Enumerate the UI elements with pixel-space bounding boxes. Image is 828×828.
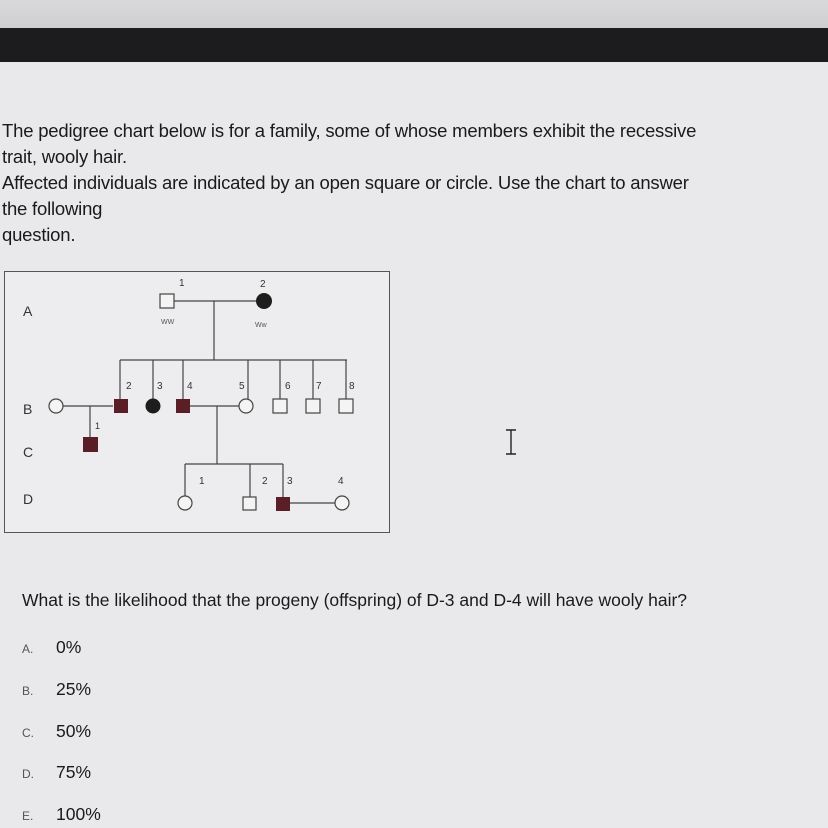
gen-label-a: A: [23, 303, 33, 319]
intro-line-4: the following: [2, 198, 103, 219]
question-intro: [2, 118, 828, 248]
question-text: What is the likelihood that the progeny (offspring) of D-3 and D-4 will have wooly hair?: [22, 590, 688, 610]
choice-b-letter: B.: [22, 684, 34, 698]
genotype-a2: Ww: [255, 322, 267, 329]
choice-c-value[interactable]: 50%: [56, 721, 92, 741]
choice-d-value[interactable]: 75%: [56, 762, 92, 782]
individual-d1-circle: [178, 496, 192, 510]
individual-b8-square: [339, 399, 353, 413]
choice-b-value[interactable]: 25%: [56, 679, 92, 699]
individual-d3-square: [276, 497, 290, 511]
choice-a[interactable]: [22, 637, 81, 658]
choice-a-value[interactable]: 0%: [56, 637, 82, 657]
number-b6: 6: [285, 381, 291, 392]
gen-label-c: C: [23, 444, 34, 460]
choice-e[interactable]: [22, 804, 101, 825]
number-a2: 2: [260, 279, 266, 290]
pedigree-svg: [5, 272, 389, 532]
number-d4: 4: [338, 476, 344, 487]
header-bar: [0, 28, 828, 62]
choice-e-letter: E.: [22, 809, 34, 823]
intro-line-3: Affected individuals are indicated by an open square or circle. Use the chart to answer: [2, 172, 689, 193]
choice-c[interactable]: [22, 721, 91, 742]
number-a1: 1: [179, 278, 185, 289]
individual-a2-circle: [256, 293, 272, 309]
choice-d-letter: D.: [22, 767, 34, 781]
choice-e-value[interactable]: 100%: [56, 804, 101, 824]
number-d3: 3: [287, 476, 293, 487]
number-b3: 3: [157, 381, 163, 392]
gen-label-b: B: [23, 401, 33, 417]
gen-label-d: D: [23, 491, 34, 507]
individual-b5-circle: [239, 399, 253, 413]
number-b5: 5: [239, 381, 245, 392]
number-b2: 2: [126, 381, 132, 392]
individual-b3-circle: [146, 399, 161, 414]
pedigree-chart: [4, 271, 390, 533]
intro-line-1: The pedigree chart below is for a family, some of whose members exhibit the recessive: [2, 120, 697, 141]
individual-d4-circle: [335, 496, 349, 510]
choice-c-letter: C.: [22, 726, 34, 740]
top-strip: [0, 0, 828, 28]
choice-d[interactable]: [22, 762, 91, 783]
number-c1: 1: [95, 421, 101, 431]
individual-d2-square: [243, 497, 256, 510]
individual-b2-square: [114, 399, 128, 413]
pedigree-lines: [63, 301, 347, 503]
number-d2: 2: [262, 476, 268, 487]
number-b7: 7: [316, 381, 322, 392]
number-b8: 8: [349, 381, 355, 392]
individual-b7-square: [306, 399, 320, 413]
intro-line-2: trait, wooly hair.: [2, 146, 127, 167]
individual-b6-square: [273, 399, 287, 413]
individual-c1-square: [83, 437, 98, 452]
number-d1: 1: [199, 476, 205, 487]
intro-line-5: question.: [2, 224, 76, 245]
number-b4: 4: [187, 381, 193, 392]
individual-b1-circle: [49, 399, 63, 413]
choice-b[interactable]: [22, 679, 91, 700]
individual-b4-square: [176, 399, 190, 413]
genotype-a1: WW: [161, 319, 175, 326]
individual-a1-square: [160, 294, 174, 308]
choice-a-letter: A.: [22, 642, 34, 656]
text-cursor-icon: [505, 429, 517, 455]
